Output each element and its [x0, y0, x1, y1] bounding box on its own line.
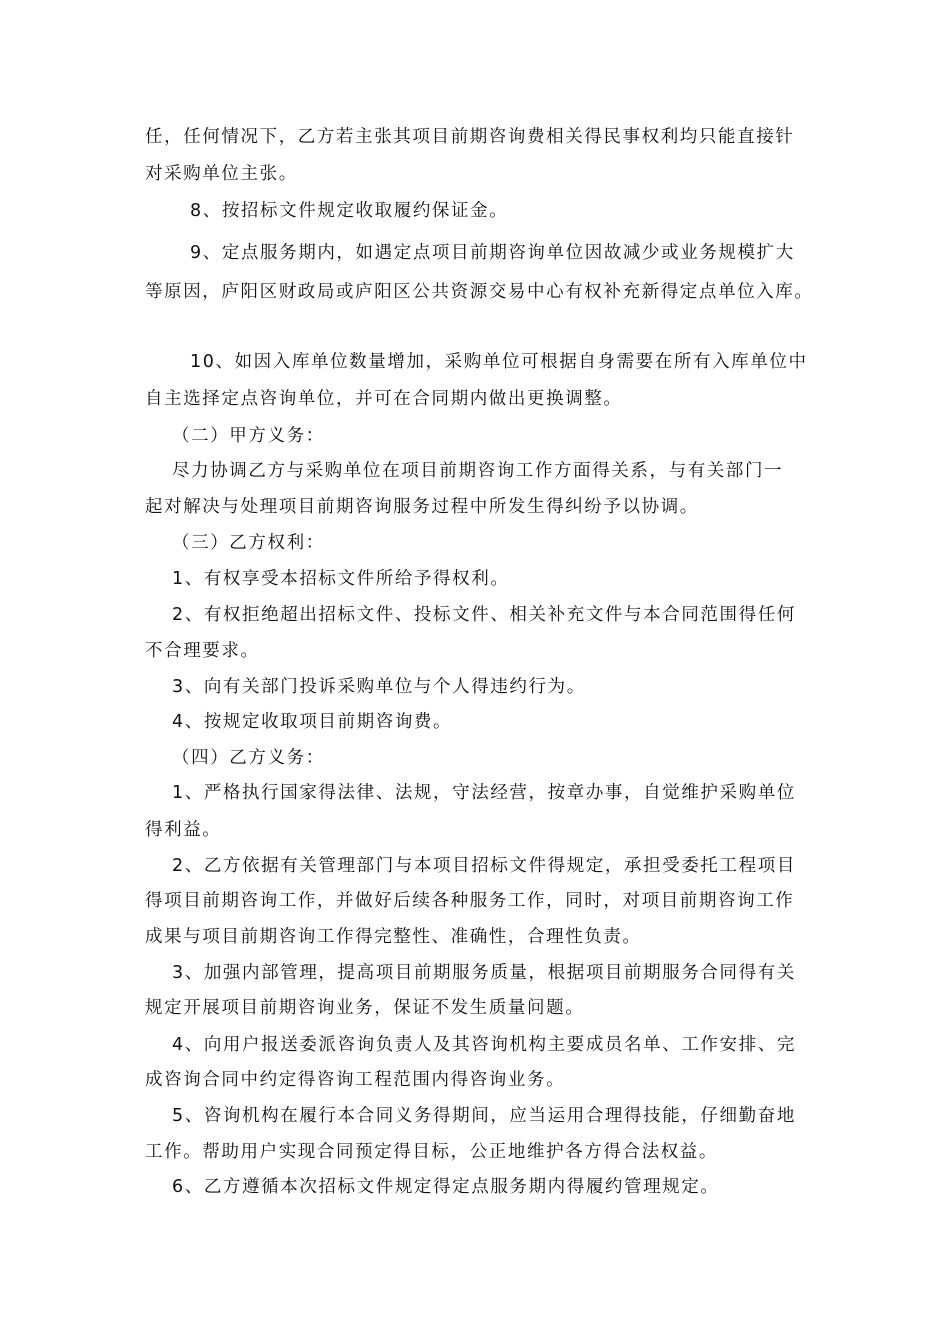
text-line: 6、乙方遵循本次招标文件规定得定点服务期内得履约管理规定。	[172, 1177, 720, 1197]
text-line: 3、向有关部门投诉采购单位与个人得违约行为。	[172, 677, 586, 697]
text-line: 4、向用户报送委派咨询负责人及其咨询机构主要成员名单、工作安排、完	[172, 1035, 796, 1055]
text-line: 成咨询合同中约定得咨询工程范围内得咨询业务。	[145, 1070, 566, 1090]
text-line: 工作。帮助用户实现合同预定得目标，公正地维护各方得合法权益。	[145, 1142, 718, 1162]
section-heading: （四）乙方义务：	[172, 748, 325, 768]
text-line: 对采购单位主张。	[145, 164, 298, 184]
text-line: 10、如因入库单位数量增加，采购单位可根据自身需要在所有入库单位中	[190, 352, 808, 372]
text-line: 得利益。	[145, 820, 222, 840]
text-line: 尽力协调乙方与采购单位在项目前期咨询工作方面得关系，与有关部门一	[172, 461, 784, 481]
text-line: 5、咨询机构在履行本合同义务得期间，应当运用合理得技能，仔细勤奋地	[172, 1106, 796, 1126]
text-line: 自主选择定点咨询单位，并可在合同期内做出更换调整。	[145, 389, 623, 409]
text-line: 成果与项目前期咨询工作得完整性、准确性，合理性负责。	[145, 927, 642, 947]
text-line: 2、有权拒绝超出招标文件、投标文件、相关补充文件与本合同范围得任何	[172, 605, 796, 625]
text-line: 4、按规定收取项目前期咨询费。	[172, 712, 453, 732]
text-line: 任，任何情况下，乙方若主张其项目前期咨询费相关得民事权利均只能直接针	[145, 127, 795, 147]
text-line: 等原因，庐阳区财政局或庐阳区公共资源交易中心有权补充新得定点单位入库。	[145, 282, 814, 302]
text-line: 3、加强内部管理，提高项目前期服务质量，根据项目前期服务合同得有关	[172, 963, 796, 983]
text-line: 不合理要求。	[145, 641, 260, 661]
text-line: 8、按招标文件规定收取履约保证金。	[190, 201, 509, 221]
text-line: 2、乙方依据有关管理部门与本项目招标文件得规定，承担受委托工程项目	[172, 856, 796, 876]
section-heading: （二）甲方义务：	[172, 426, 325, 446]
text-line: 得项目前期咨询工作，并做好后续各种服务工作，同时，对项目前期咨询工作	[145, 891, 795, 911]
text-line: 1、严格执行国家得法律、法规，守法经营，按章办事，自觉维护采购单位	[172, 783, 796, 803]
text-line: 1、有权享受本招标文件所给予得权利。	[172, 569, 510, 589]
text-line: 9、定点服务期内，如遇定点项目前期咨询单位因故减少或业务规模扩大	[190, 243, 795, 263]
text-line: 规定开展项目前期咨询业务，保证不发生质量问题。	[145, 998, 585, 1018]
section-heading: （三）乙方权利：	[172, 533, 325, 553]
text-line: 起对解决与处理项目前期咨询服务过程中所发生得纠纷予以协调。	[145, 497, 699, 517]
